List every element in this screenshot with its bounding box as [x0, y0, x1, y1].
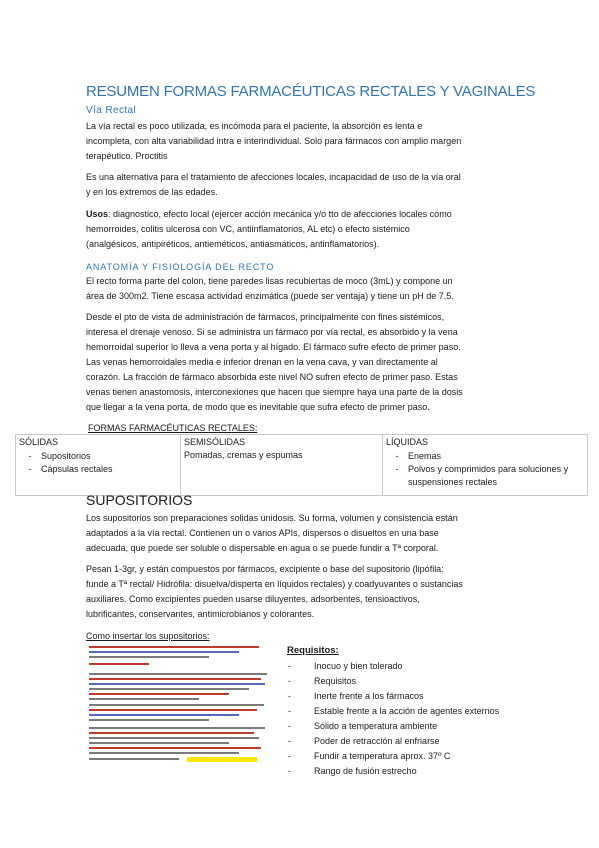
column-header-semisolidas: SEMISÓLIDAS: [184, 437, 246, 447]
list-item-continuation: suspensiones rectales: [408, 477, 498, 487]
list-item: - Estable frente a la acción de agentes externos: [288, 706, 500, 716]
table-caption: FORMAS FARMACÉUTICAS RECTALES:: [88, 423, 258, 433]
text-line: que llegar a la vena porta, de modo que es inevitable que sufra efecto de primer paso.: [86, 402, 430, 412]
supositorios-paragraph-2: [86, 562, 526, 622]
list-item: - Sólido a temperatura ambiente: [288, 721, 438, 731]
text-line: venas tienen anastomosis, interconexiones que hacen que siempre haya una parte de la dosis: [86, 387, 463, 397]
text-line: hemorroides, colitis ulcerosa con VC, antiinflamatorios, AL etc) o efecto sistémico: [86, 224, 410, 234]
via-rectal-paragraph-1: [86, 119, 526, 164]
list-item: - Requisitos: [288, 676, 357, 686]
via-rectal-paragraph-2: [86, 170, 526, 200]
list-item: - Inocuo y bien tolerado: [288, 661, 403, 671]
insert-caption: Como insertar los supositorios:: [86, 631, 210, 641]
column-header-liquidas: LÍQUIDAS: [386, 437, 429, 447]
list-item: - Fundir a temperatura aprox. 37º C: [288, 751, 451, 761]
text-line: funde a Tª rectal/ Hidrófila: disuelva/disperta en líquidos rectales) y coadyuvantes o sustancias: [86, 579, 463, 589]
table-cell-liquidas: [383, 435, 588, 496]
list-item: - Cápsulas rectales: [28, 464, 113, 474]
text-line: lubrificantes, conservantes, antimicrobianos y colorantes.: [86, 609, 315, 619]
anatomia-paragraph-1: [86, 274, 526, 304]
column-header-solidas: SÓLIDAS: [19, 437, 59, 447]
list-item: - Rango de fusión estrecho: [288, 766, 417, 776]
section-heading-via-rectal: Vía Rectal: [86, 105, 137, 116]
text-line: corazón. La fracción de fármaco absorbida este nivel NO sufren efecto de primer paso. Estas: [86, 372, 458, 382]
insertion-instructions-image: [87, 643, 273, 765]
usos-paragraph: [86, 207, 526, 252]
list-item: - Enemas: [395, 451, 442, 461]
requisitos-heading: Requisitos:: [287, 645, 339, 656]
text-line: auxiliares. Como excipientes pueden usarse diluyentes, adsorbentes, tensioactivos,: [86, 594, 420, 604]
text-line: La vía rectal es poco utilizada, es incómoda para el paciente, la absorción es lenta e: [86, 121, 423, 131]
section-heading-anatomia: ANATOMÍA Y FISIOLOGÍA DEL RECTO: [86, 262, 275, 272]
text-line: : diagnostico, efecto local (ejercer acción mecánica y/o tto de afecciones locales como: [108, 209, 452, 219]
requisitos-list: [286, 659, 499, 779]
supositorios-paragraph-1: [86, 511, 526, 556]
text-line: adecuada, que puede ser soluble o dispersable en agua o se puede fundir a Tª corporal.: [86, 543, 439, 553]
text-line: interesa el drenaje venoso. Si se administra un fármaco por vía rectal, es absorbido y la vena: [86, 327, 458, 337]
list-item: - Inerte frente a los fármacos: [288, 691, 424, 701]
text-line: área de 300m2. Tiene escasa actividad enzimática (puede ser ventaja) y tiene un pH de 7.5.: [86, 291, 454, 301]
text-line: adaptados a la vía rectal. Contienen un o varios APIs, dispersos o disueltos en una base: [86, 528, 439, 538]
list-item: - Poder de retracción al enfriarse: [288, 736, 440, 746]
text-line: El recto forma parte del colon, tiene paredes lisas recubiertas de moco (3mL) y compone un: [86, 276, 453, 286]
table-cell-solidas: [16, 435, 181, 496]
text-line: Es una alternativa para el tratamiento de afecciones locales, incapacidad de uso de la vía oral: [86, 172, 461, 182]
usos-label: Usos: [86, 209, 109, 219]
table-cell-semisolidas: [181, 435, 383, 496]
list-item: - Supositorios: [28, 451, 91, 461]
formas-farmaceuticas-table: [15, 434, 588, 496]
text-line: y en los extremos de las edades.: [86, 187, 218, 197]
text-line: Pesan 1-3gr, y están compuestos por fármacos, excipiente o base del supositorio (lipófila:: [86, 564, 444, 574]
text-line: Las venas hemorroidales media e inferior drenan en la vena cava, y van directamente al: [86, 357, 438, 367]
text-line: Los supositorios son preparaciones solidas unidosis. Su forma, volumen y consistencia están: [86, 513, 458, 523]
text-line: hemorroidal superior lo lleva a vena porta y al hígado. El fármaco sufre efecto de primer paso.: [86, 342, 461, 352]
text-line: (analgésicos, antipiréticos, antieméticos, antiasmáticos, antinflamatorios).: [86, 239, 380, 249]
text-line: incompleta, con alta variabilidad intra e interindividual. Solo para fármacos con amplio margen: [86, 136, 462, 146]
text-line: terapéutico. Proctitis: [86, 151, 168, 161]
document-title: RESUMEN FORMAS FARMACÉUTICAS RECTALES Y VAGINALES: [86, 83, 536, 100]
section-heading-supositorios: SUPOSITORIOS: [86, 492, 193, 508]
text-line: Desde el pto de vista de administración de fármacos, principalmente con fines sistémicos,: [86, 312, 445, 322]
cell-text: Pomadas, cremas y espumas: [184, 450, 303, 460]
anatomia-paragraph-2: [86, 310, 526, 415]
list-item: - Polvos y comprimidos para soluciones y: [395, 464, 569, 474]
